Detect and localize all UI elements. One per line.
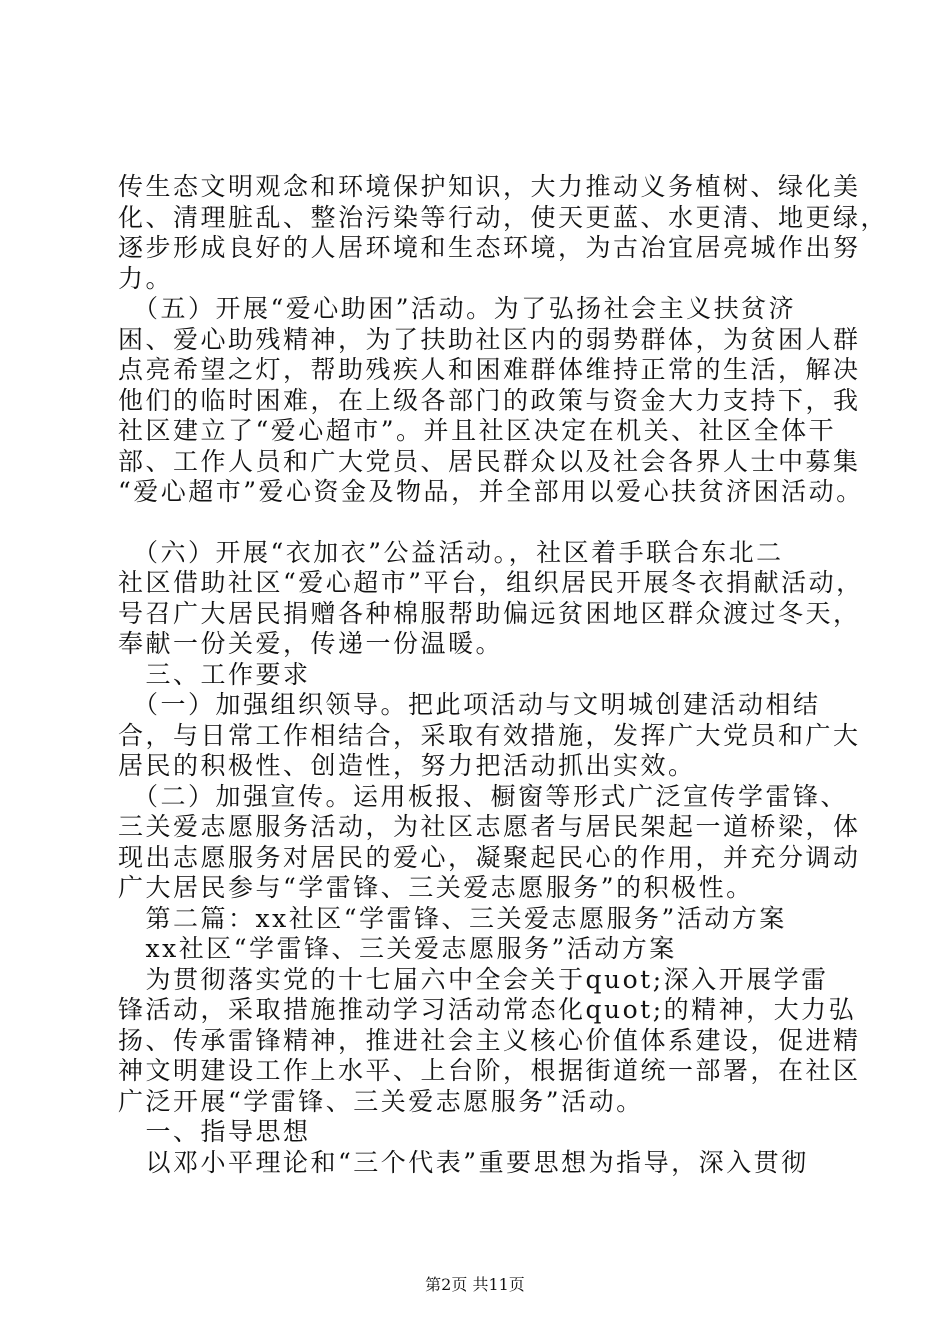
page-number-footer: 第2页 共11页	[425, 1275, 525, 1294]
text-line: 为贯彻落实党的十七届六中全会关于quot;深入开展学雷	[118, 964, 829, 994]
text-line: （一）加强组织领导。把此项活动与文明城创建活动相结	[118, 690, 821, 719]
text-line: 点亮希望之灯，帮助残疾人和困难群体维持正常的生活，解决	[118, 355, 861, 384]
text-line: 他们的临时困难，在上级各部门的政策与资金大力支持下，我	[118, 385, 861, 415]
text-line: 锋活动，采取措施推动学习活动常态化quot;的精神，大力弘	[118, 995, 857, 1024]
text-line: 化、清理脏乱、整治污染等行动，使天更蓝、水更清、地更绿，	[118, 202, 889, 232]
text-line: 社区建立了“爱心超市”。并且社区决定在机关、社区全体干	[118, 416, 837, 445]
paragraph-gap	[118, 508, 858, 538]
section-heading: 一、指导思想	[118, 1117, 311, 1146]
text-line: 合，与日常工作相结合，采取有效措施，发挥广大党员和广大	[118, 720, 861, 750]
text-line: 力。	[118, 263, 174, 293]
text-line: 现出志愿服务对居民的爱心，凝聚起民心的作用，并充分调动	[118, 842, 861, 872]
text-line: “爱心超市”爱心资金及物品，并全部用以爱心扶贫济困活动。	[118, 477, 864, 506]
text-line: 奉献一份关爱，传递一份温暖。	[118, 629, 504, 658]
text-line: 神文明建设工作上水平、上台阶，根据街道统一部署，在社区	[118, 1056, 861, 1085]
text-line: 逐步形成良好的人居环境和生态环境，为古冶宜居亮城作出努	[118, 233, 861, 262]
chapter-heading: 第二篇：xx社区“学雷锋、三关爱志愿服务”活动方案	[118, 903, 787, 933]
text-line: 三关爱志愿服务活动，为社区志愿者与居民架起一道桥梁，体	[118, 812, 861, 841]
text-line: 扬、传承雷锋精神，推进社会主义核心价值体系建设，促进精	[118, 1025, 861, 1055]
text-line: （六）开展“衣加衣”公益活动。，社区着手联合东北二	[118, 537, 784, 567]
text-line: 困、爱心助残精神，为了扶助社区内的弱势群体，为贫困人群	[118, 324, 861, 354]
text-line: 居民的积极性、创造性，努力把活动抓出实效。	[118, 751, 696, 780]
section-heading: 三、工作要求	[118, 659, 311, 689]
text-line: 社区借助社区“爱心超市”平台，组织居民开展冬衣捐献活动，	[118, 568, 864, 597]
text-line: 传生态文明观念和环境保护知识，大力推动义务植树、绿化美	[118, 172, 861, 201]
document-body	[118, 172, 889, 1178]
document-title: xx社区“学雷锋、三关爱志愿服务”活动方案	[118, 934, 677, 963]
text-line: （五）开展“爱心助困”活动。为了弘扬社会主义扶贫济	[118, 294, 797, 323]
text-line: 以邓小平理论和“三个代表”重要思想为指导，深入贯彻	[118, 1147, 809, 1177]
text-line: 号召广大居民捐赠各种棉服帮助偏远贫困地区群众渡过冬天，	[118, 598, 861, 628]
text-line: （二）加强宣传。运用板报、橱窗等形式广泛宣传学雷锋、	[118, 781, 849, 811]
text-line: 广泛开展“学雷锋、三关爱志愿服务”活动。	[118, 1086, 644, 1116]
text-line: 广大居民参与“学雷锋、三关爱志愿服务”的积极性。	[118, 873, 754, 902]
text-line: 部、工作人员和广大党员、居民群众以及社会各界人士中募集	[118, 446, 861, 476]
